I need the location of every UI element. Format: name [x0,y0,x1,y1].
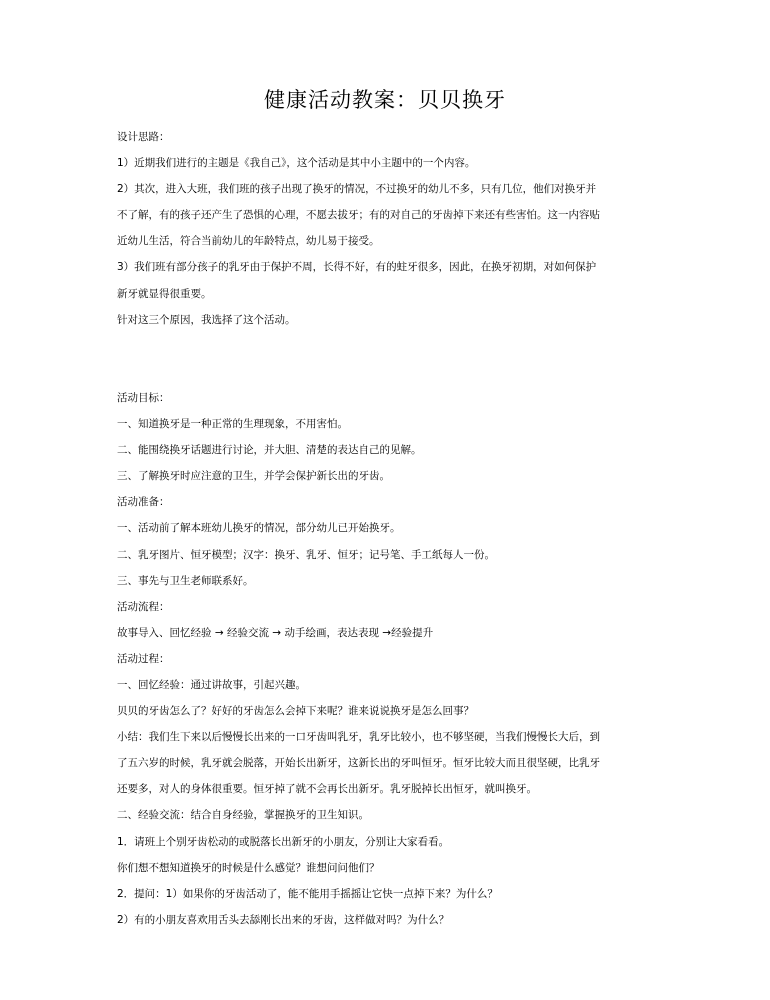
list-item: 一、活动前了解本班幼儿换牙的情况，部分幼儿已开始换牙。 [117,522,401,535]
paragraph-line: 近幼儿生活，符合当前幼儿的年龄特点，幼儿易于接受。 [117,235,380,248]
paragraph-line: 2）其次，进入大班，我们班的孩子出现了换牙的情况，不过换牙的幼儿不多，只有几位，他们对换牙并 [117,183,597,196]
paragraph-line: 不了解，有的孩子还产生了恐惧的心理，不愿去拔牙；有的对自己的牙齿掉下来还有些害怕。这一内容贴 [117,209,600,222]
list-item: 三、事先与卫生老师联系好。 [117,574,254,587]
list-item: 二、能围绕换牙话题进行讨论，并大胆、清楚的表达自己的见解。 [117,444,422,457]
paragraph-line: 贝贝的牙齿怎么了？好好的牙齿怎么会掉下来呢？谁来说说换牙是怎么回事？ [117,705,474,718]
paragraph-line: 小结：我们生下来以后慢慢长出来的一口牙齿叫乳牙，乳牙比较小，也不够坚硬，当我们慢慢长大后，到 [117,731,600,744]
design-heading: 设计思路： [117,131,170,143]
paragraph-line: 针对这三个原因，我选择了这个活动。 [117,313,296,326]
process-heading: 活动过程： [117,652,170,665]
list-item: 2．提问：1）如果你的牙齿活动了，能不能用手摇摇让它快一点掉下来？为什么？ [117,887,498,900]
list-item: 一、回忆经验：通过讲故事，引起兴趣。 [117,678,306,691]
goal-heading: 活动目标： [117,391,170,404]
document-title: 健康活动教案：贝贝换牙 [264,88,506,112]
flow-line: 故事导入、回忆经验 → 经验交流 → 动手绘画，表达表现 →经验提升 [117,626,434,639]
flow-heading: 活动流程： [117,600,170,613]
paragraph-line: 1）近期我们进行的主题是《我自己》，这个活动是其中小主题中的一个内容。 [117,157,476,170]
blank-line [117,333,662,359]
list-item: 一、知道换牙是一种正常的生理现象，不用害怕。 [117,418,348,431]
prep-heading: 活动准备： [117,496,170,509]
paragraph-line: 新牙就显得很重要。 [117,287,212,300]
blank-line [117,359,662,385]
paragraph-line: 还要多，对人的身体很重要。恒牙掉了就不会再长出新牙。乳牙脱掉长出恒牙，就叫换牙。 [117,783,537,796]
document-body [117,124,662,933]
list-item: 二、经验交流：结合自身经验，掌握换牙的卫生知识。 [117,809,369,822]
paragraph-line: 你们想不想知道换牙的时候是什么感觉？谁想问问他们？ [117,861,380,874]
list-item: 1．请班上个别牙齿松动的或脱落长出新牙的小朋友，分别让大家看看。 [117,835,450,848]
list-item: 二、乳牙图片、恒牙模型；汉字：换牙、乳牙、恒牙；记号笔、手工纸每人一份。 [117,548,495,561]
paragraph-line: 了五六岁的时候，乳牙就会脱落，开始长出新牙，这新长出的牙叫恒牙。恒牙比较大而且很坚硬，比乳牙 [117,757,600,770]
paragraph-line: 3）我们班有部分孩子的乳牙由于保护不周，长得不好，有的蛀牙很多，因此，在换牙初期，对如何保护 [117,261,597,274]
paragraph-line: 2）有的小朋友喜欢用舌头去舔刚长出来的牙齿，这样做对吗？为什么？ [117,913,450,926]
list-item: 三、了解换牙时应注意的卫生，并学会保护新长出的牙齿。 [117,470,390,483]
